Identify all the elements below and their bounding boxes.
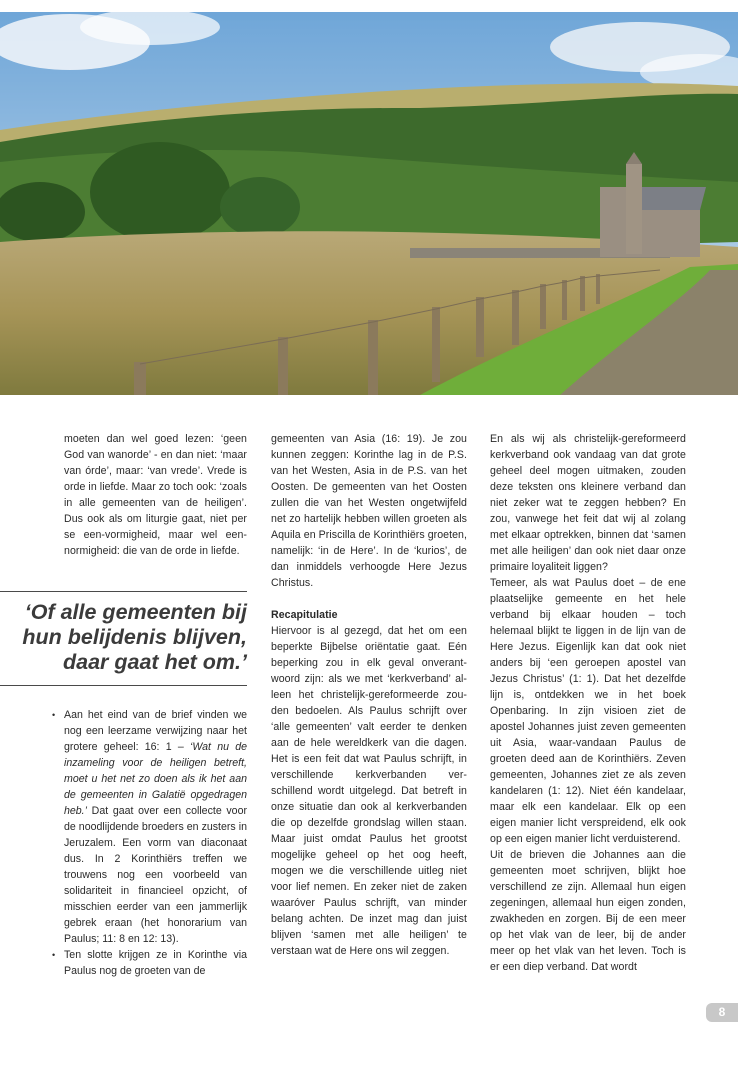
pull-quote-line: daar gaat het om.’ [63,650,247,674]
bullet-item [52,707,247,947]
body-paragraph: Hiervoor is al gezegd, dat het om een beperkte Bijbelse oriëntatie gaat. Eén beperking zou in elk geval onverant-woord zijn: als we met ‘kerkverband’ al-leen het christelijk-gereformeerde zou-den bedoelen. Als Paulus schrijft over ‘alle gemeenten’ valt eerder te denken aan de hele wereldkerk van die dagen. Het is een feit dat wat Paulus schrijft, in verschillende kerkverbanden ver-schillend wordt uitgelegd. Dat betreft in onze situatie dan ook al kerkverbanden die op dezelfde grondslag willen staan. Maar juist omdat Paulus het grootst mogelijke geheel op het oog heeft, mogen we die verschillende uitleg niet voor lief nemen. En zeker niet de zaken waaróver Paulus schrijft, van minder belang achten. De inzet mag dan juist blijven ‘samen met alle heiligen’ te verstaan wat de Here ons wil zeggen. [271,625,467,957]
pull-quote-line: ‘Of alle gemeenten bij [24,600,247,624]
bullet-list [52,707,247,979]
quote-rule-bottom [0,685,247,686]
body-paragraph: Temeer, als wat Paulus doet – de ene plaatselijke gemeente en het hele verband bij elkaar houden – toch helemaal blijkt te liggen in de lijn van de Here Jezus. Eigenlijk kan dat ook niet anders bij ‘een geroepen apostel van Jezus Christus’ (1: 1). Dat het dezelfde lijn is, ontdekken we in het boek Openbaring. In zijn visioen ziet de apostel Johannes juist zeven gemeenten uit Asia, waar-vandaan Paulus de groeten deed aan de Korinthiërs. Zeven gemeenten, Johannes ziet ze als zeven kandelaren (1: 12). Niet één kandelaar, maar elk een kandelaar. Elk op een eigen manier licht verspreidend, elk ook op een eigen manier licht verduisterend. [490,577,686,845]
bullet-item [52,947,247,979]
bullet-text: Ten slotte krijgen ze in Korinthe via Paulus nog de groeten van de [64,949,247,977]
column-left [64,431,247,559]
body-paragraph: gemeenten van Asia (16: 19). Je zou kunnen zeggen: Korinthe lag in de P.S. van het Westen, Asia in de P.S. van het Oosten. De gemeenten van het Oosten zullen die van het Westen ongetwijfeld net zo hartelijk hebben willen groeten als Aquila en Priscilla de Korinthiërs groeten, namelijk: ‘in de Here’. In de ‘kurios’, de dan inmiddels verhoogde Here Jezus Christus. [271,433,467,589]
body-paragraph: Uit de brieven die Johannes aan die gemeenten moet schrijven, blijkt hoe verschillend ze zijn. Allemaal hun eigen zegeningen, allemaal hun eigen zonden, zwakheden en zorgen. Bij de een meer op het vlak van de leer, bij de ander meer op het vlak van het leven. Toch is er een diep verband. Dat wordt [490,849,686,973]
pull-quote-line: hun belijdenis blijven, [22,625,247,649]
column-right [490,431,686,975]
page-number: 8 [706,1003,738,1022]
bullet-icon: • [52,950,56,960]
body-paragraph: moeten dan wel goed lezen: ‘geen God van wanorde’ - en dan niet: ‘maar van órde’, maar: ‘van vrede’. Vrede is orde in liefde. Maar zo toch ook: ‘zoals in alle gemeenten van de heiligen’. Dus ook als om liturgie gaat, niet per se een-vormigheid, maar wel een-normigheid: die van de orde in liefde. [64,433,247,557]
bullet-icon: • [52,710,56,720]
header-photo [0,12,738,395]
landscape-image [0,12,738,395]
pull-quote [0,600,247,675]
section-heading: Recapitulatie [271,609,338,621]
body-paragraph: En als wij als christelijk-gereformeerd kerkverband ook vandaag van dat grote geheel deel mogen uitmaken, zouden deze teksten ons kleinere verband dan niet zeker wat te zeggen hebben? En zou, vanwege het feit dat wij al zolang met elkaar optrekken, binnen dat ‘samen met alle heiligen’ dan ook niet daar onze primaire loyaliteit liggen? [490,433,686,573]
quote-rule-top [0,591,247,592]
bullet-text: Aan het eind van de brief vinden we nog een leerzame verwijzing naar het grotere geheel: 16: 1 – ‘Wat nu de inzameling voor de heiligen betreft, moet u het net zo doen als ik het aan de gemeenten in Galatië opgedragen heb.’ Dat gaat over een collecte voor de noodlijdende broeders en zusters in Jeruzalem. Een vorm van diaconaat dus. In 2 Korinthiërs treffen we trouwens nog een voorbeeld van solidariteit in financieel opzicht, of misschien eerder van een jammerlijk gebrek eraan (het honorarium van Paulus; 11: 8 en 12: 13). [64,709,247,945]
column-middle [271,431,467,959]
